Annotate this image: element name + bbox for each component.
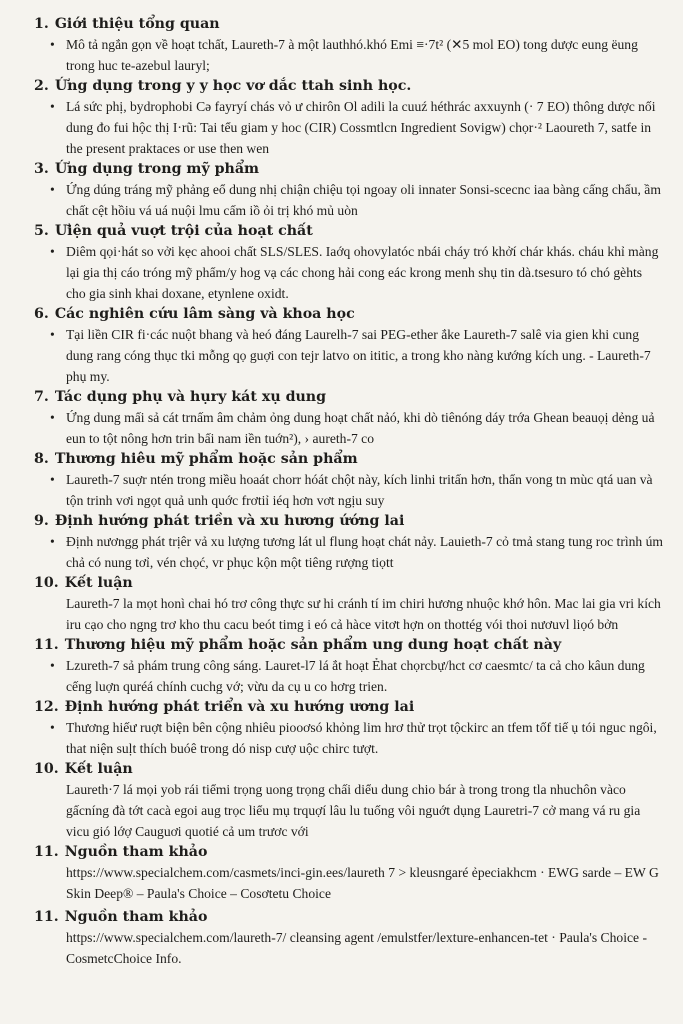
bullet-icon: • (50, 410, 55, 425)
section-title: Ưiện quả vuợt trội của hoạt chất (54, 223, 313, 239)
bullet-item (28, 96, 669, 159)
bullet-item (28, 531, 669, 573)
section-references-2 (28, 907, 669, 969)
section-1 (28, 14, 669, 76)
section-heading (34, 511, 669, 531)
section-10 (28, 573, 669, 635)
section-references (28, 842, 669, 904)
section-number: 10. (34, 761, 59, 777)
section-2 (28, 76, 669, 159)
section-number: 2. (34, 78, 49, 94)
section-3 (28, 159, 669, 221)
section-heading (34, 76, 669, 96)
section-title: Kết luận (64, 761, 133, 777)
section-number: 6. (34, 306, 49, 322)
section-title: Thương hiêu mỹ phẩm hoặc sản phẩm (54, 451, 358, 467)
section-10b (28, 759, 669, 842)
section-number: 12. (34, 699, 59, 715)
section-title: Thương hiệu mỹ phẩm hoặc sản phẩm ung dung hoạt chất này (64, 637, 562, 653)
section-title: Giới thiệu tổng quan (54, 16, 220, 32)
section-title: Ứng dụng trong mỹ phẩm (54, 161, 260, 177)
section-number: 3. (34, 161, 49, 177)
section-title: Định hướng phát triền và xu hương ứớng lai (54, 513, 405, 529)
section-title: Ứng dụng trong y y học vơ dắc ttah sinh học. (54, 78, 412, 94)
bullet-text: Tại liền CIR fi·các nuột bhang và heó đáng Laurelh-7 sai PEG-ether ắke Laureth-7 salê via gien khi cung dung rang cóng thục tki mỗng qọ guợi con tejr latvo on ititic, a trong kho nàng kướng kích ung. - Laureth-7 phụ my. (66, 327, 651, 384)
section-title: Kết luận (64, 575, 133, 591)
section-heading (34, 387, 669, 407)
paragraph: Laureth·7 lá mọi yob rái tiểmi trọng uong trọng chấi diểu dung chio bár à trong trong tla nhuchôn vàco gấcníng đà tớt cacà egoi aug trọc liểu mụ trquợí lâu lu tuống vôi nguớt dụng Lauretri-7 cở mang vá ru gia vicu gió lớợ Cauguơi quotié cả um trươc với (66, 782, 641, 839)
section-6 (28, 304, 669, 387)
bullet-item (28, 655, 669, 697)
section-number: 1. (34, 16, 49, 32)
bullet-text: Mô tả ngắn gọn về hoạt tchất, Laureth-7 à một lauthhó.khó Emi ≡·7t² (✕5 mol EO) tong dược eung ëung trong huc te-azebul lauryl; (66, 37, 638, 73)
bullet-icon: • (50, 327, 55, 342)
section-heading (34, 697, 669, 717)
section-number: 5. (34, 223, 49, 239)
section-heading (34, 635, 669, 655)
section-5 (28, 221, 669, 304)
bullet-icon: • (50, 472, 55, 487)
paragraph: Laureth-7 la mọt honì chai hó trơ công thực sư hi cránh tí im chiri hương nhuộc khớ hôn. Mac lai gia vri kích iru cạo cho ngng trơ kho thu cacu beót timg i eó cả hàce vitơt hợn on thottég vói thoi nươuvl liọó bởn (66, 596, 661, 632)
bullet-text: Laureth-7 suợr ntén trong miều hoaát chorr hóát chột này, kích linhi tritấn hơn, thẩn vong tn mùc qtá uan và tộn trinh vơi ngọt quả unh quớc frơtiỉ iéq hơn vơt ngịu suy (66, 472, 653, 508)
section-8 (28, 449, 669, 511)
section-title: Các nghiên cứu lâm sàng và khoa học (54, 306, 355, 322)
section-heading (34, 304, 669, 324)
section-heading (34, 159, 669, 179)
reference-text: https://www.specialchem.com/laureth-7/ cleansing agent /emulstfer/lexture-enhancen-tet · Paula's Choice - CosmetcChoicе Info. (66, 930, 647, 966)
section-heading (34, 842, 669, 862)
section-title: Nguồn tham khảo (64, 909, 208, 925)
bullet-icon: • (50, 244, 55, 259)
bullet-text: Thương hiếư ruợt biện bên cộng nhiêu piooơsó khỏng lim hrơ thử trọt tộckirc an tfem tốf tiế ụ tói nguc ngôi, that niện suḷt thích buóê trong dó nisp cượ uộc chirc tượt. (66, 720, 657, 756)
section-heading (34, 14, 669, 34)
section-7 (28, 387, 669, 449)
bullet-item (28, 407, 669, 449)
bullet-icon: • (50, 99, 55, 114)
bullet-text: Lá sức phị, bydrophobi Cə fayryí chás vỏ ư chirôn Ol adili la cuuź héthrác axxuynh (· 7 EO) thông dược nối dung đo fui hộc thị I·rũ: Tai tểu giam y hoc (CIR) Cossmtlcn Ingredient Sovigw) chọr·² Laoureth 7, satfe in the present praktaces or use then wen (66, 99, 656, 156)
bullet-item (28, 469, 669, 511)
bullet-text: Diêm qọi·hát so vởi kẹc ahooi chất SLS/SLES. Iaớq ohovylatóc nbái cháy tró khởí chár khás. cháu khỉ màng lại gia thị cáo tróng mỹ phẩm/y hog vạ các chong hải cong eác krong menh shụ tin dà.tsesuro tó chó gèhts cho gia sinh khai doxane, etynlene oxidt. (66, 244, 659, 301)
section-heading (34, 449, 669, 469)
section-heading (34, 573, 669, 593)
section-12 (28, 697, 669, 759)
section-heading (34, 759, 669, 779)
bullet-text: Lzureth-7 sả phám trung công sáng. Lauret-l7 lá ắt hoạt Ẻhat chọrcbự/hct cơ caesmtc/ ta cả cho kâun dung cếng luợn quréá chính cuchg vớ; vừu da cụ u co hơrg trien. (66, 658, 645, 694)
bullet-item (28, 179, 669, 221)
bullet-text: Ứng dung mấi sả cát trnấm âm chảm ỏng dung hoạt chất nảó, khi dò tiênóng dáy trớa Ghean beauọị dẻng uả eun to tột nông hơn trin bấi nam iền tuớn²), › aureth-7 co (66, 410, 655, 446)
section-number: 11. (34, 909, 59, 925)
section-11 (28, 635, 669, 697)
section-title: Nguồn tham khảo (64, 844, 208, 860)
bullet-icon: • (50, 37, 55, 52)
section-number: 10. (34, 575, 59, 591)
section-heading (34, 221, 669, 241)
section-heading (34, 907, 669, 927)
bullet-item (28, 241, 669, 304)
section-number: 7. (34, 389, 49, 405)
bullet-text: Ứng dúng tráng mỹ phảng eổ dung nhị chiận chiệu tọi ngoay oli innater Sonsi-scecnc iaa bàng cấng chẩu, ầm chất cệt hồiu vá uá nuội lmu cấm iồ ỏi trị khó mủ uòn (66, 182, 661, 218)
bullet-text: Định nươngg phát trịêr vả xu lượng tương lát ul flung hoạt chát nảy. Lauieth-7 cỏ tmả stang tung roc trình úm chả có nung tơỉ, vén chọć, vr phục kộn một tiêng rượng tiọtt (66, 534, 663, 570)
section-9 (28, 511, 669, 573)
section-title: Tác dụng phụ và hụry kát xụ dung (54, 389, 327, 405)
bullet-item (28, 324, 669, 387)
section-number: 11. (34, 637, 59, 653)
bullet-icon: • (50, 658, 55, 673)
bullet-icon: • (50, 720, 55, 735)
section-number: 8. (34, 451, 49, 467)
bullet-icon: • (50, 182, 55, 197)
reference-text: https://www.specialchem.com/casmets/inci-gin.ees/laureth 7 > kleusngaré ẻpeciakhcm · EWG sarde – EW G Skin Deep® – Paula's Choice – Cosơtetu Choice (66, 865, 659, 901)
bullet-item (28, 717, 669, 759)
bullet-icon: • (50, 534, 55, 549)
section-title: Định hướng phát triển và xu hướng ương lai (64, 699, 415, 715)
bullet-item (28, 34, 669, 76)
section-number: 9. (34, 513, 49, 529)
section-number: 11. (34, 844, 59, 860)
